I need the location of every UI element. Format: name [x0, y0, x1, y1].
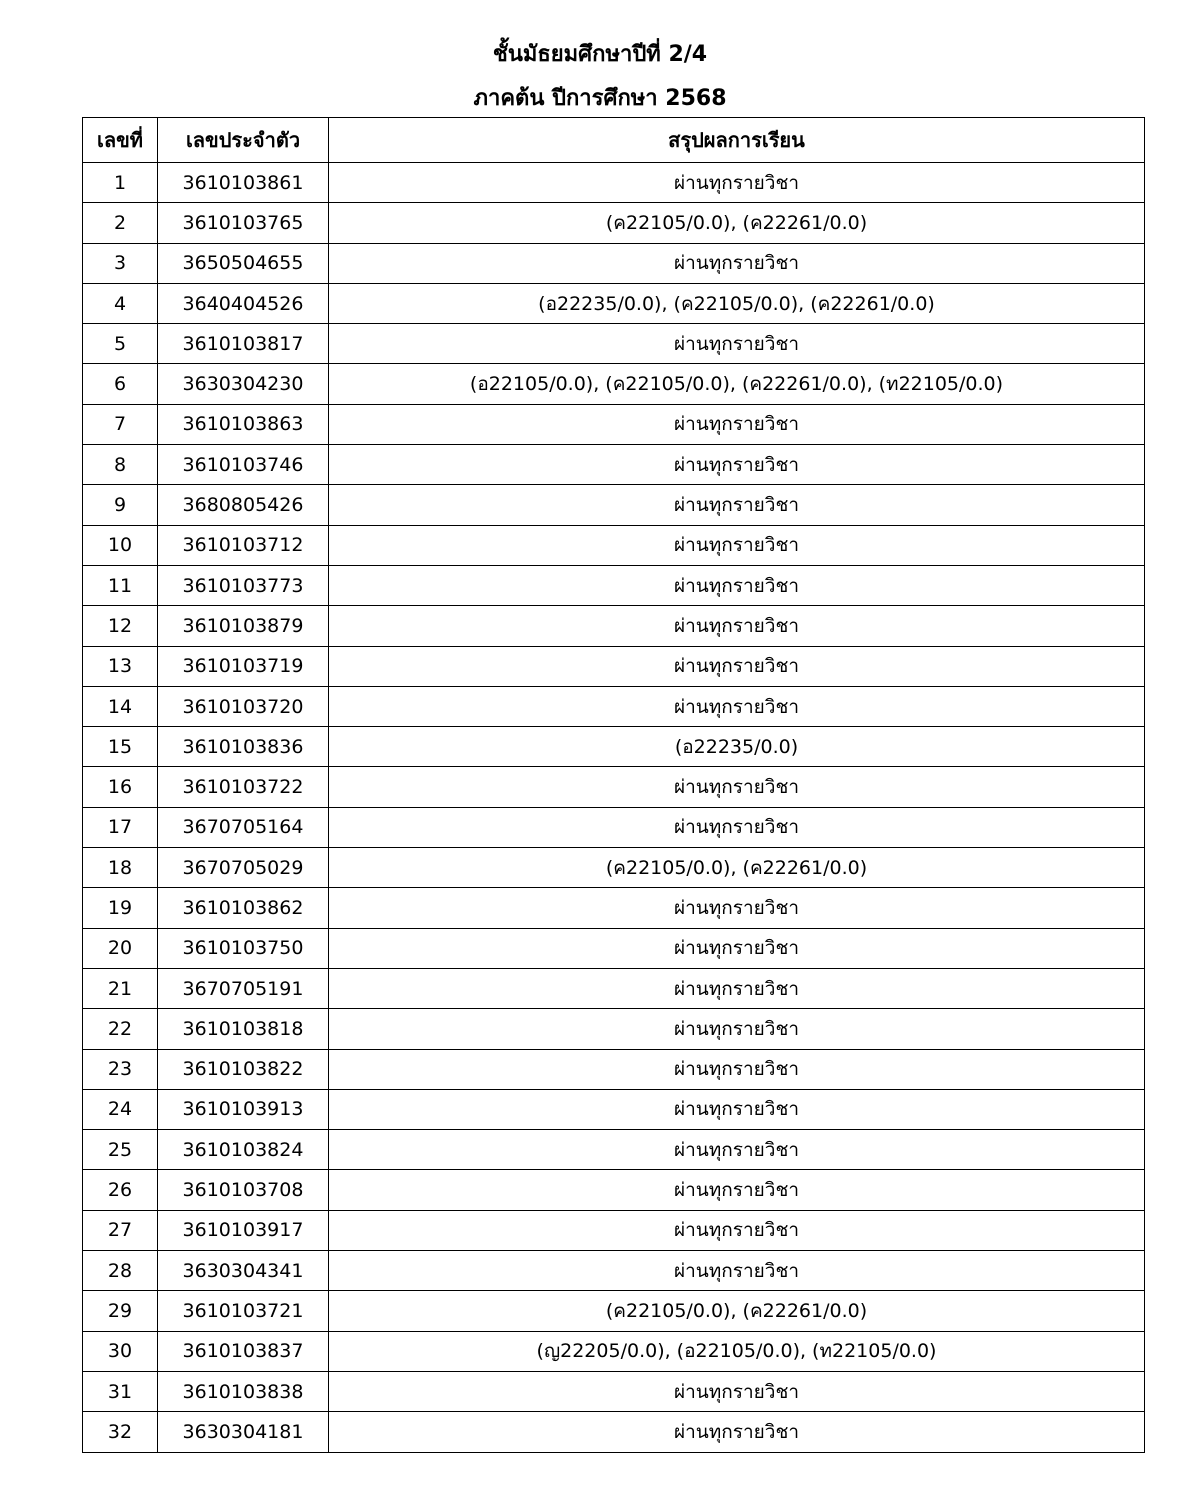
cell-student-id: 3610103746: [158, 445, 329, 485]
cell-result: (อ22105/0.0), (ค22105/0.0), (ค22261/0.0), (ท22105/0.0): [329, 364, 1145, 404]
cell-no: 10: [83, 525, 158, 565]
cell-student-id: 3610103721: [158, 1291, 329, 1331]
table-body: [83, 163, 1145, 1453]
cell-no: 14: [83, 686, 158, 726]
cell-no: 11: [83, 565, 158, 605]
cell-no: 25: [83, 1130, 158, 1170]
table-row: [83, 646, 1145, 686]
cell-result: (อ22235/0.0): [329, 727, 1145, 767]
class-title: ชั้นมัธยมศึกษาปีที่ 2/4: [492, 42, 708, 67]
cell-no: 27: [83, 1210, 158, 1250]
cell-result: ผ่านทุกรายวิชา: [329, 928, 1145, 968]
cell-result: ผ่านทุกรายวิชา: [329, 968, 1145, 1008]
cell-no: 19: [83, 888, 158, 928]
table-row: [83, 1331, 1145, 1371]
cell-no: 17: [83, 807, 158, 847]
cell-no: 24: [83, 1089, 158, 1129]
cell-student-id: 3640404526: [158, 283, 329, 323]
table-row: [83, 1049, 1145, 1089]
table-row: [83, 243, 1145, 283]
cell-result: ผ่านทุกรายวิชา: [329, 1170, 1145, 1210]
table-row: [83, 163, 1145, 203]
table-row: [83, 445, 1145, 485]
cell-student-id: 3630304230: [158, 364, 329, 404]
table-row: [83, 767, 1145, 807]
table-row: [83, 606, 1145, 646]
table-row: [83, 1170, 1145, 1210]
cell-result: ผ่านทุกรายวิชา: [329, 1371, 1145, 1411]
cell-student-id: 3610103824: [158, 1130, 329, 1170]
table-row: [83, 1130, 1145, 1170]
cell-result: (ค22105/0.0), (ค22261/0.0): [329, 1291, 1145, 1331]
cell-result: (อ22235/0.0), (ค22105/0.0), (ค22261/0.0): [329, 283, 1145, 323]
table-row: [83, 525, 1145, 565]
cell-student-id: 3610103750: [158, 928, 329, 968]
cell-no: 1: [83, 163, 158, 203]
cell-no: 28: [83, 1251, 158, 1291]
cell-student-id: 3610103879: [158, 606, 329, 646]
table-row: [83, 848, 1145, 888]
cell-result: ผ่านทุกรายวิชา: [329, 767, 1145, 807]
cell-result: ผ่านทุกรายวิชา: [329, 163, 1145, 203]
cell-student-id: 3610103913: [158, 1089, 329, 1129]
cell-result: (ค22105/0.0), (ค22261/0.0): [329, 848, 1145, 888]
cell-no: 6: [83, 364, 158, 404]
cell-no: 29: [83, 1291, 158, 1331]
cell-student-id: 3610103720: [158, 686, 329, 726]
cell-no: 3: [83, 243, 158, 283]
cell-result: ผ่านทุกรายวิชา: [329, 888, 1145, 928]
cell-result: ผ่านทุกรายวิชา: [329, 565, 1145, 605]
cell-student-id: 3650504655: [158, 243, 329, 283]
cell-student-id: 3610103765: [158, 203, 329, 243]
cell-no: 23: [83, 1049, 158, 1089]
cell-no: 16: [83, 767, 158, 807]
cell-result: ผ่านทุกรายวิชา: [329, 404, 1145, 444]
cell-student-id: 3610103861: [158, 163, 329, 203]
cell-result: ผ่านทุกรายวิชา: [329, 1130, 1145, 1170]
cell-result: ผ่านทุกรายวิชา: [329, 1251, 1145, 1291]
cell-no: 2: [83, 203, 158, 243]
cell-no: 9: [83, 485, 158, 525]
table-row: [83, 727, 1145, 767]
table-row: [83, 686, 1145, 726]
cell-result: ผ่านทุกรายวิชา: [329, 807, 1145, 847]
cell-student-id: 3670705029: [158, 848, 329, 888]
cell-result: ผ่านทุกรายวิชา: [329, 646, 1145, 686]
table-row: [83, 485, 1145, 525]
cell-student-id: 3610103722: [158, 767, 329, 807]
cell-no: 22: [83, 1009, 158, 1049]
cell-no: 13: [83, 646, 158, 686]
table-row: [83, 1251, 1145, 1291]
table-row: [83, 928, 1145, 968]
cell-student-id: 3670705191: [158, 968, 329, 1008]
cell-result: (ญ22205/0.0), (อ22105/0.0), (ท22105/0.0): [329, 1331, 1145, 1371]
cell-no: 21: [83, 968, 158, 1008]
cell-student-id: 3610103836: [158, 727, 329, 767]
cell-student-id: 3610103773: [158, 565, 329, 605]
table-row: [83, 1009, 1145, 1049]
cell-result: ผ่านทุกรายวิชา: [329, 1049, 1145, 1089]
table-row: [83, 565, 1145, 605]
cell-no: 4: [83, 283, 158, 323]
cell-student-id: 3630304341: [158, 1251, 329, 1291]
cell-result: ผ่านทุกรายวิชา: [329, 1412, 1145, 1452]
results-table: [82, 117, 1145, 1453]
cell-result: ผ่านทุกรายวิชา: [329, 606, 1145, 646]
cell-student-id: 3610103917: [158, 1210, 329, 1250]
cell-no: 26: [83, 1170, 158, 1210]
cell-student-id: 3630304181: [158, 1412, 329, 1452]
cell-student-id: 3670705164: [158, 807, 329, 847]
cell-result: ผ่านทุกรายวิชา: [329, 525, 1145, 565]
cell-result: ผ่านทุกรายวิชา: [329, 324, 1145, 364]
cell-result: ผ่านทุกรายวิชา: [329, 1089, 1145, 1129]
cell-student-id: 3610103708: [158, 1170, 329, 1210]
cell-no: 15: [83, 727, 158, 767]
table-row: [83, 364, 1145, 404]
cell-student-id: 3610103712: [158, 525, 329, 565]
cell-student-id: 3610103719: [158, 646, 329, 686]
cell-no: 12: [83, 606, 158, 646]
cell-no: 7: [83, 404, 158, 444]
cell-student-id: 3610103838: [158, 1371, 329, 1411]
table-row: [83, 807, 1145, 847]
cell-no: 18: [83, 848, 158, 888]
cell-no: 31: [83, 1371, 158, 1411]
cell-student-id: 3610103817: [158, 324, 329, 364]
cell-result: ผ่านทุกรายวิชา: [329, 445, 1145, 485]
cell-result: ผ่านทุกรายวิชา: [329, 243, 1145, 283]
table-row: [83, 888, 1145, 928]
table-row: [83, 404, 1145, 444]
cell-result: ผ่านทุกรายวิชา: [329, 485, 1145, 525]
cell-student-id: 3610103818: [158, 1009, 329, 1049]
cell-result: ผ่านทุกรายวิชา: [329, 1210, 1145, 1250]
table-row: [83, 1371, 1145, 1411]
cell-no: 8: [83, 445, 158, 485]
term-title: ภาคต้น ปีการศึกษา 2568: [473, 86, 727, 111]
table-row: [83, 283, 1145, 323]
table-row: [83, 324, 1145, 364]
table-row: [83, 1291, 1145, 1331]
cell-no: 32: [83, 1412, 158, 1452]
cell-student-id: 3610103822: [158, 1049, 329, 1089]
table-row: [83, 1412, 1145, 1452]
cell-result: ผ่านทุกรายวิชา: [329, 686, 1145, 726]
cell-result: ผ่านทุกรายวิชา: [329, 1009, 1145, 1049]
header-student-id: เลขประจำตัว: [158, 118, 329, 163]
cell-result: (ค22105/0.0), (ค22261/0.0): [329, 203, 1145, 243]
cell-no: 20: [83, 928, 158, 968]
table-row: [83, 1210, 1145, 1250]
cell-no: 30: [83, 1331, 158, 1371]
cell-student-id: 3680805426: [158, 485, 329, 525]
table-row: [83, 968, 1145, 1008]
header-result: สรุปผลการเรียน: [329, 118, 1145, 163]
cell-student-id: 3610103863: [158, 404, 329, 444]
table-row: [83, 203, 1145, 243]
cell-student-id: 3610103837: [158, 1331, 329, 1371]
cell-no: 5: [83, 324, 158, 364]
table-header-row: [83, 118, 1145, 163]
cell-student-id: 3610103862: [158, 888, 329, 928]
header-no: เลขที่: [83, 118, 158, 163]
table-row: [83, 1089, 1145, 1129]
